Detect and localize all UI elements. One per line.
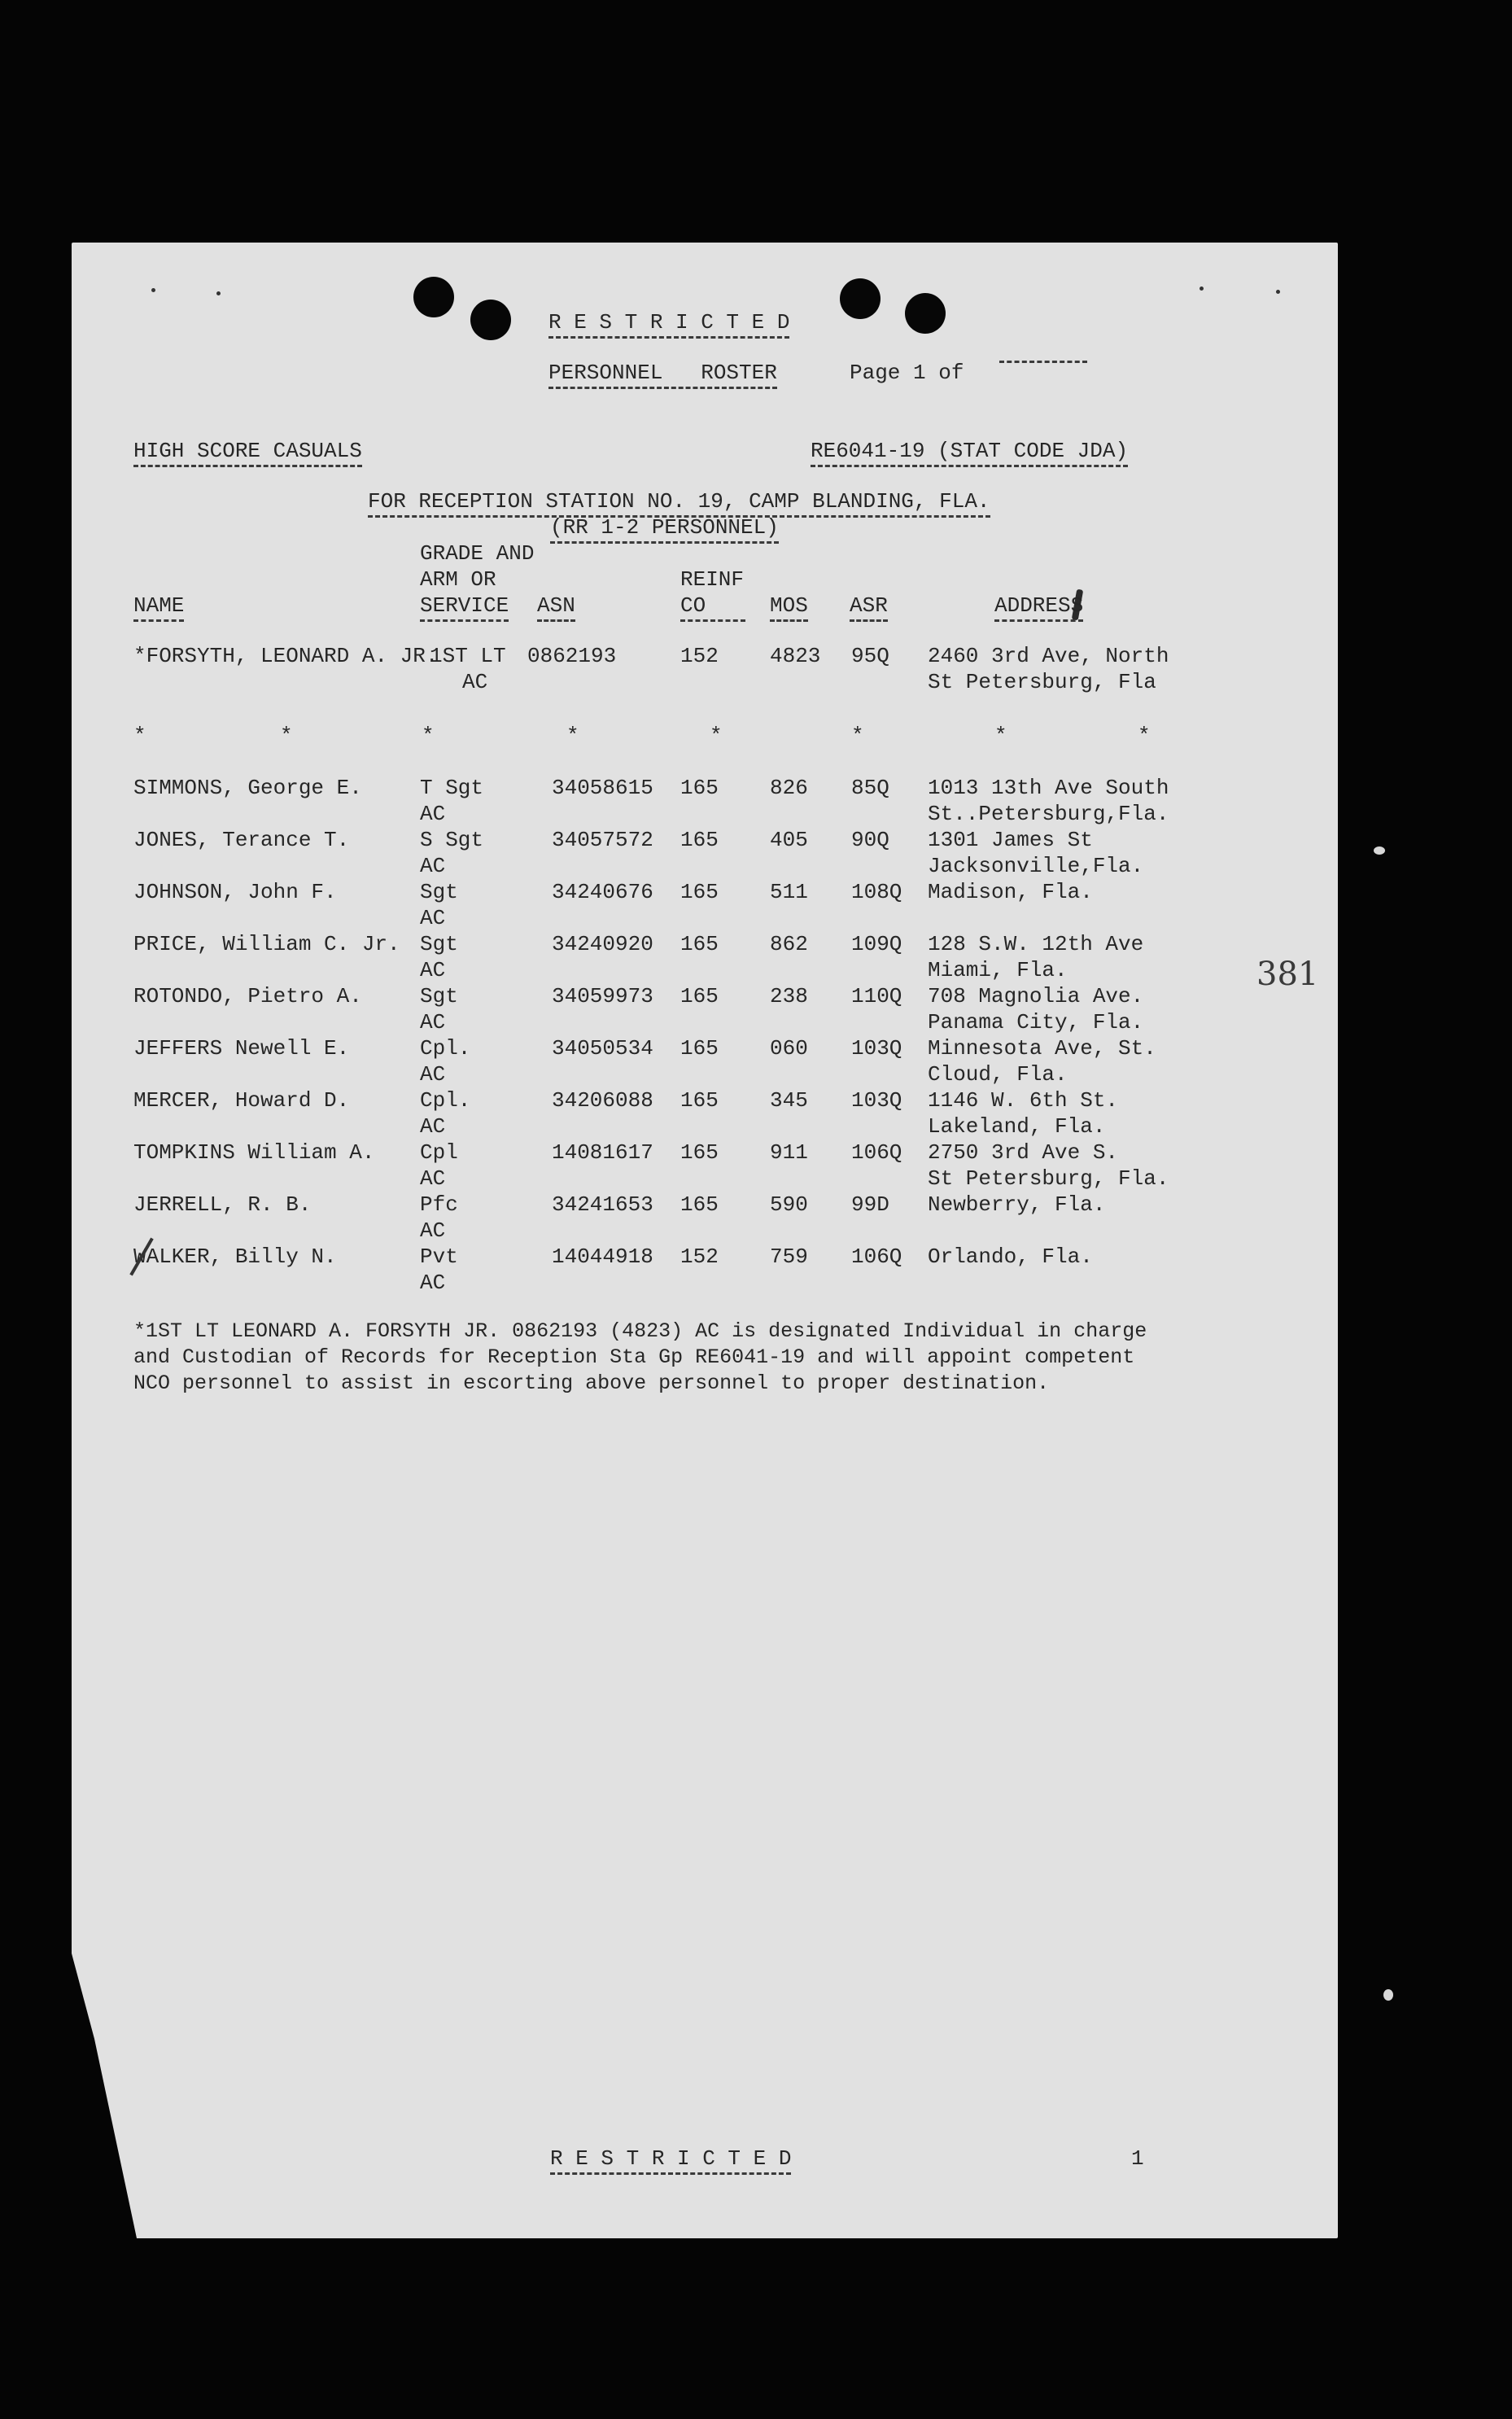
row-arm: AC bbox=[420, 1166, 446, 1191]
restricted-header: R E S T R I C T E D bbox=[548, 309, 789, 339]
row-asr: 106Q bbox=[851, 1140, 902, 1165]
row-arm: AC bbox=[420, 854, 446, 878]
row-address-1: Madison, Fla. bbox=[928, 880, 1093, 904]
row-asn: 34206088 bbox=[552, 1088, 653, 1113]
row-asr: 109Q bbox=[851, 932, 902, 956]
row-asn: 34241653 bbox=[552, 1192, 653, 1217]
row-co: 165 bbox=[680, 1036, 719, 1061]
row-asn: 34050534 bbox=[552, 1036, 653, 1061]
row-grade: Sgt bbox=[420, 984, 458, 1008]
row-grade: Sgt bbox=[420, 880, 458, 904]
row-address-1: 1013 13th Ave South bbox=[928, 776, 1169, 800]
row-mos: 405 bbox=[770, 828, 808, 852]
col-mos: MOS bbox=[770, 593, 808, 622]
row-name: WALKER, Billy N. bbox=[133, 1244, 337, 1269]
officer-address-2: St Petersburg, Fla bbox=[928, 670, 1156, 694]
row-mos: 759 bbox=[770, 1244, 808, 1269]
officer-co: 152 bbox=[680, 644, 719, 668]
row-grade: Cpl bbox=[420, 1140, 458, 1165]
row-grade: Pvt bbox=[420, 1244, 458, 1269]
row-co: 165 bbox=[680, 1192, 719, 1217]
row-grade: Cpl. bbox=[420, 1036, 471, 1061]
row-co: 165 bbox=[680, 880, 719, 904]
page-of-underline bbox=[999, 360, 1087, 363]
row-address-2: Lakeland, Fla. bbox=[928, 1114, 1106, 1139]
col-reinf-1: REINF bbox=[680, 567, 745, 592]
page-number: 1 bbox=[1131, 2146, 1144, 2171]
row-mos: 238 bbox=[770, 984, 808, 1008]
punch-hole bbox=[413, 277, 454, 317]
row-asn: 34059973 bbox=[552, 984, 653, 1008]
row-mos: 826 bbox=[770, 776, 808, 800]
row-co: 165 bbox=[680, 984, 719, 1008]
row-asr: 110Q bbox=[851, 984, 902, 1008]
row-grade: S Sgt bbox=[420, 828, 484, 852]
row-asr: 108Q bbox=[851, 880, 902, 904]
page-of-label: Page 1 of bbox=[850, 361, 964, 385]
row-asr: 103Q bbox=[851, 1036, 902, 1061]
restricted-footer: R E S T R I C T E D bbox=[550, 2146, 791, 2175]
station-line: FOR RECEPTION STATION NO. 19, CAMP BLANDING, FLA. bbox=[368, 488, 990, 518]
row-arm: AC bbox=[420, 958, 446, 982]
row-grade: Sgt bbox=[420, 932, 458, 956]
col-asr: ASR bbox=[850, 593, 888, 622]
row-name: JONES, Terance T. bbox=[133, 828, 350, 852]
row-grade: T Sgt bbox=[420, 776, 484, 800]
row-address-2: Cloud, Fla. bbox=[928, 1062, 1068, 1087]
row-name: PRICE, William C. Jr. bbox=[133, 932, 400, 956]
note-line-1: *1ST LT LEONARD A. FORSYTH JR. 0862193 (4823) AC is designated Individual in charge bbox=[133, 1319, 1147, 1343]
officer-name: *FORSYTH, LEONARD A. JR. bbox=[133, 644, 439, 668]
punch-hole bbox=[905, 293, 946, 334]
col-name: NAME bbox=[133, 593, 184, 622]
row-arm: AC bbox=[420, 1271, 446, 1295]
row-co: 165 bbox=[680, 932, 719, 956]
row-asr: 99D bbox=[851, 1192, 889, 1217]
row-name: SIMMONS, George E. bbox=[133, 776, 362, 800]
station-sub: (RR 1-2 PERSONNEL) bbox=[550, 514, 779, 544]
officer-asr: 95Q bbox=[851, 644, 889, 668]
col-grade-3: SERVICE bbox=[420, 593, 509, 622]
row-co: 165 bbox=[680, 776, 719, 800]
officer-asn: 0862193 bbox=[527, 644, 617, 668]
row-arm: AC bbox=[420, 1010, 446, 1035]
row-name: ROTONDO, Pietro A. bbox=[133, 984, 362, 1008]
col-reinf-2: CO bbox=[680, 593, 745, 622]
row-address-2: Panama City, Fla. bbox=[928, 1010, 1144, 1035]
row-co: 165 bbox=[680, 1140, 719, 1165]
col-address: ADDRESS bbox=[994, 593, 1083, 622]
row-asn: 34058615 bbox=[552, 776, 653, 800]
row-address-1: 2750 3rd Ave S. bbox=[928, 1140, 1119, 1165]
row-address-1: Minnesota Ave, St. bbox=[928, 1036, 1156, 1061]
row-co: 165 bbox=[680, 1088, 719, 1113]
row-grade: Pfc bbox=[420, 1192, 458, 1217]
row-address-1: Orlando, Fla. bbox=[928, 1244, 1093, 1269]
punch-hole bbox=[840, 278, 881, 319]
row-arm: AC bbox=[420, 802, 446, 826]
officer-address-1: 2460 3rd Ave, North bbox=[928, 644, 1169, 668]
row-address-2: St..Petersburg,Fla. bbox=[928, 802, 1169, 826]
row-asn: 34240676 bbox=[552, 880, 653, 904]
row-mos: 511 bbox=[770, 880, 808, 904]
row-grade: Cpl. bbox=[420, 1088, 471, 1113]
row-mos: 345 bbox=[770, 1088, 808, 1113]
row-co: 152 bbox=[680, 1244, 719, 1269]
row-address-1: 1301 James St bbox=[928, 828, 1093, 852]
row-name: JERRELL, R. B. bbox=[133, 1192, 312, 1217]
roster-title: PERSONNEL ROSTER bbox=[548, 360, 777, 389]
col-asn: ASN bbox=[537, 593, 575, 622]
row-asr: 85Q bbox=[851, 776, 889, 800]
row-asr: 106Q bbox=[851, 1244, 902, 1269]
punch-hole bbox=[470, 300, 511, 340]
note-line-3: NCO personnel to assist in escorting above personnel to proper destination. bbox=[133, 1371, 1050, 1395]
star: * bbox=[1138, 724, 1151, 748]
row-asn: 34057572 bbox=[552, 828, 653, 852]
star: * bbox=[710, 724, 723, 748]
row-address-1: 128 S.W. 12th Ave bbox=[928, 932, 1144, 956]
row-co: 165 bbox=[680, 828, 719, 852]
star: * bbox=[994, 724, 1007, 748]
row-arm: AC bbox=[420, 1062, 446, 1087]
note-line-2: and Custodian of Records for Reception Sta Gp RE6041-19 and will appoint competent bbox=[133, 1345, 1135, 1369]
officer-arm: AC bbox=[462, 670, 488, 694]
row-address-2: St Petersburg, Fla. bbox=[928, 1166, 1169, 1191]
row-address-1: 708 Magnolia Ave. bbox=[928, 984, 1144, 1008]
star: * bbox=[280, 724, 293, 748]
row-mos: 862 bbox=[770, 932, 808, 956]
row-asn: 14081617 bbox=[552, 1140, 653, 1165]
star: * bbox=[566, 724, 579, 748]
officer-mos: 4823 bbox=[770, 644, 821, 668]
row-asn: 14044918 bbox=[552, 1244, 653, 1269]
row-mos: 060 bbox=[770, 1036, 808, 1061]
row-asr: 103Q bbox=[851, 1088, 902, 1113]
col-grade-1: GRADE AND bbox=[420, 541, 535, 566]
group-code: RE6041-19 (STAT CODE JDA) bbox=[811, 438, 1128, 467]
row-address-1: 1146 W. 6th St. bbox=[928, 1088, 1119, 1113]
row-address-2: Jacksonville,Fla. bbox=[928, 854, 1144, 878]
star: * bbox=[851, 724, 864, 748]
star: * bbox=[133, 724, 146, 748]
roster-page bbox=[72, 243, 1338, 2238]
col-grade-2: ARM OR bbox=[420, 567, 496, 592]
row-arm: AC bbox=[420, 1218, 446, 1243]
row-address-1: Newberry, Fla. bbox=[928, 1192, 1106, 1217]
row-mos: 590 bbox=[770, 1192, 808, 1217]
row-name: MERCER, Howard D. bbox=[133, 1088, 350, 1113]
row-mos: 911 bbox=[770, 1140, 808, 1165]
row-name: JOHNSON, John F. bbox=[133, 880, 337, 904]
row-address-2: Miami, Fla. bbox=[928, 958, 1068, 982]
row-asr: 90Q bbox=[851, 828, 889, 852]
group-name: HIGH SCORE CASUALS bbox=[133, 438, 362, 467]
row-arm: AC bbox=[420, 906, 446, 930]
row-asn: 34240920 bbox=[552, 932, 653, 956]
handwritten-number: 381 bbox=[1256, 956, 1319, 993]
star: * bbox=[422, 724, 435, 748]
row-name: JEFFERS Newell E. bbox=[133, 1036, 350, 1061]
officer-grade: 1ST LT bbox=[430, 644, 506, 668]
row-name: TOMPKINS William A. bbox=[133, 1140, 375, 1165]
row-arm: AC bbox=[420, 1114, 446, 1139]
